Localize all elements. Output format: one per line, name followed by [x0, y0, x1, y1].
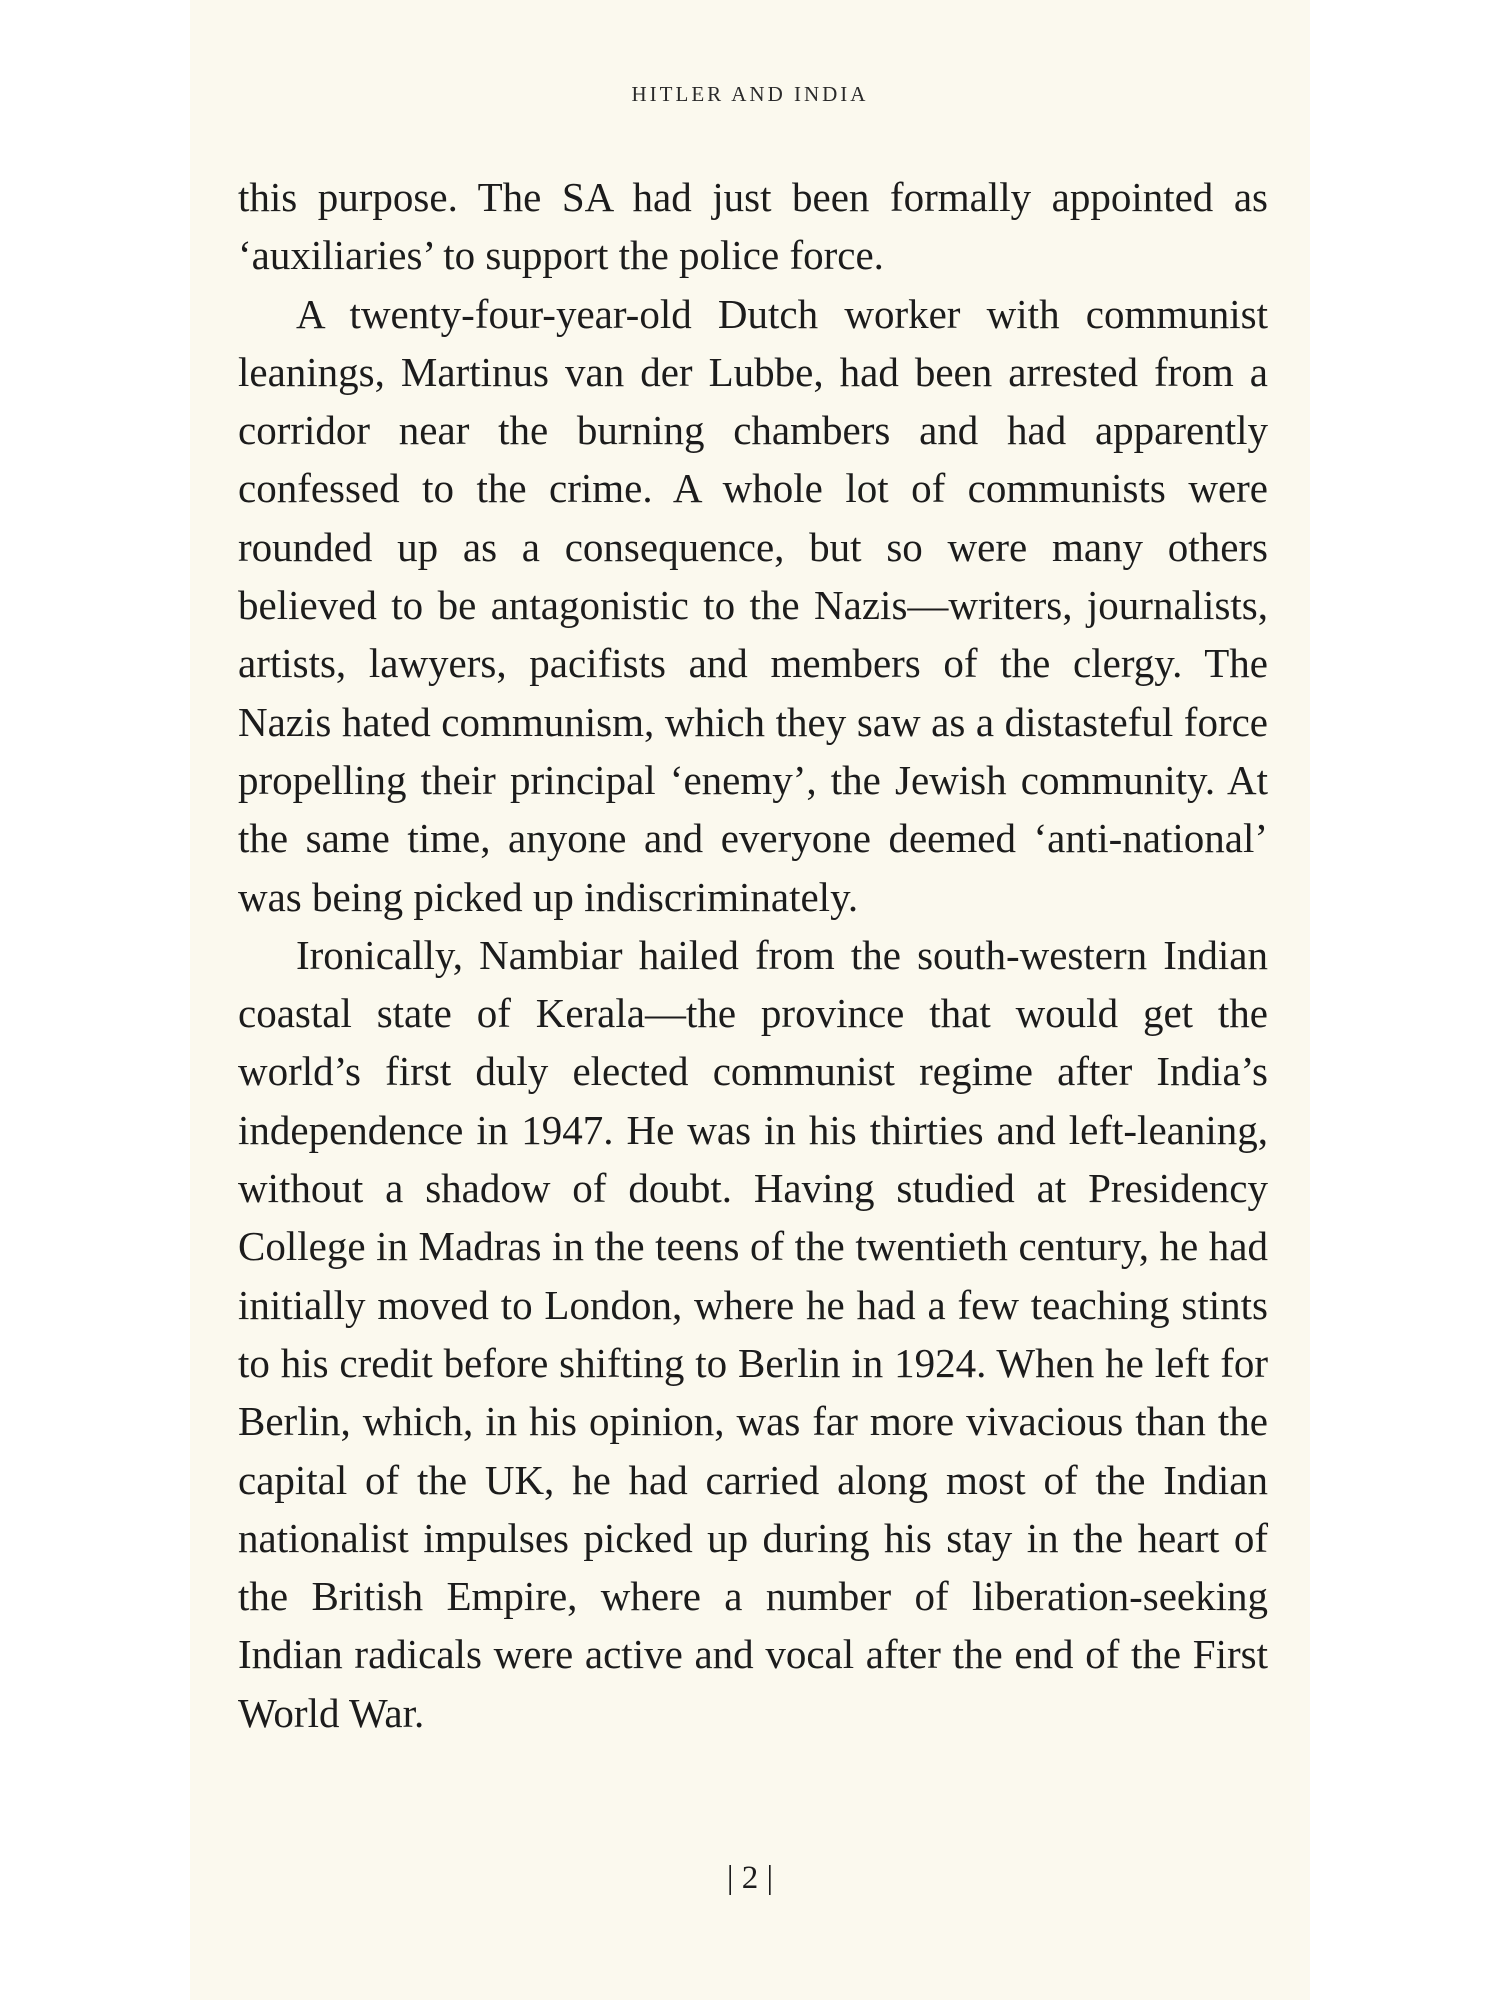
body-text — [238, 168, 1268, 1742]
book-page — [190, 0, 1310, 2000]
paragraph-nambiar: Ironically, Nambiar hailed from the south-western Indian coastal state of Kerala—the province that would get the world’s first duly elected communist regime after India’s independence in 1947. He was in his thirties and left-leaning, without a shadow of doubt. Having studied at Presidency College in Madras in the teens of the twentieth century, he had initially moved to London, where he had a few teaching stints to his credit before shifting to Berlin in 1924. When he left for Berlin, which, in his opinion, was far more vivacious than the capital of the UK, he had carried along most of the Indian nationalist impulses picked up during his stay in the heart of the British Empire, where a number of liberation-seeking Indian radicals were active and vocal after the end of the First World War. — [238, 931, 1268, 1736]
paragraph-continued: this purpose. The SA had just been formally appointed as ‘auxiliaries’ to support the police force. — [238, 174, 1268, 279]
paragraph-van-der-lubbe: A twenty-four-year-old Dutch worker with communist leanings, Martinus van der Lubbe, had been arrested from a corridor near the burning chambers and had apparently confessed to the crime. A whole lot of communists were rounded up as a consequence, but so were many others believed to be antagonistic to the Nazis—writers, journalists, artists, lawyers, pacifists and members of the clergy. The Nazis hated communism, which they saw as a distasteful force propelling their principal ‘enemy’, the Jewish community. At the same time, anyone and everyone deemed ‘anti-national’ was being picked up indiscriminately. — [238, 290, 1268, 920]
running-header: HITLER AND INDIA — [631, 82, 869, 106]
page-number: | 2 | — [726, 1860, 774, 1896]
